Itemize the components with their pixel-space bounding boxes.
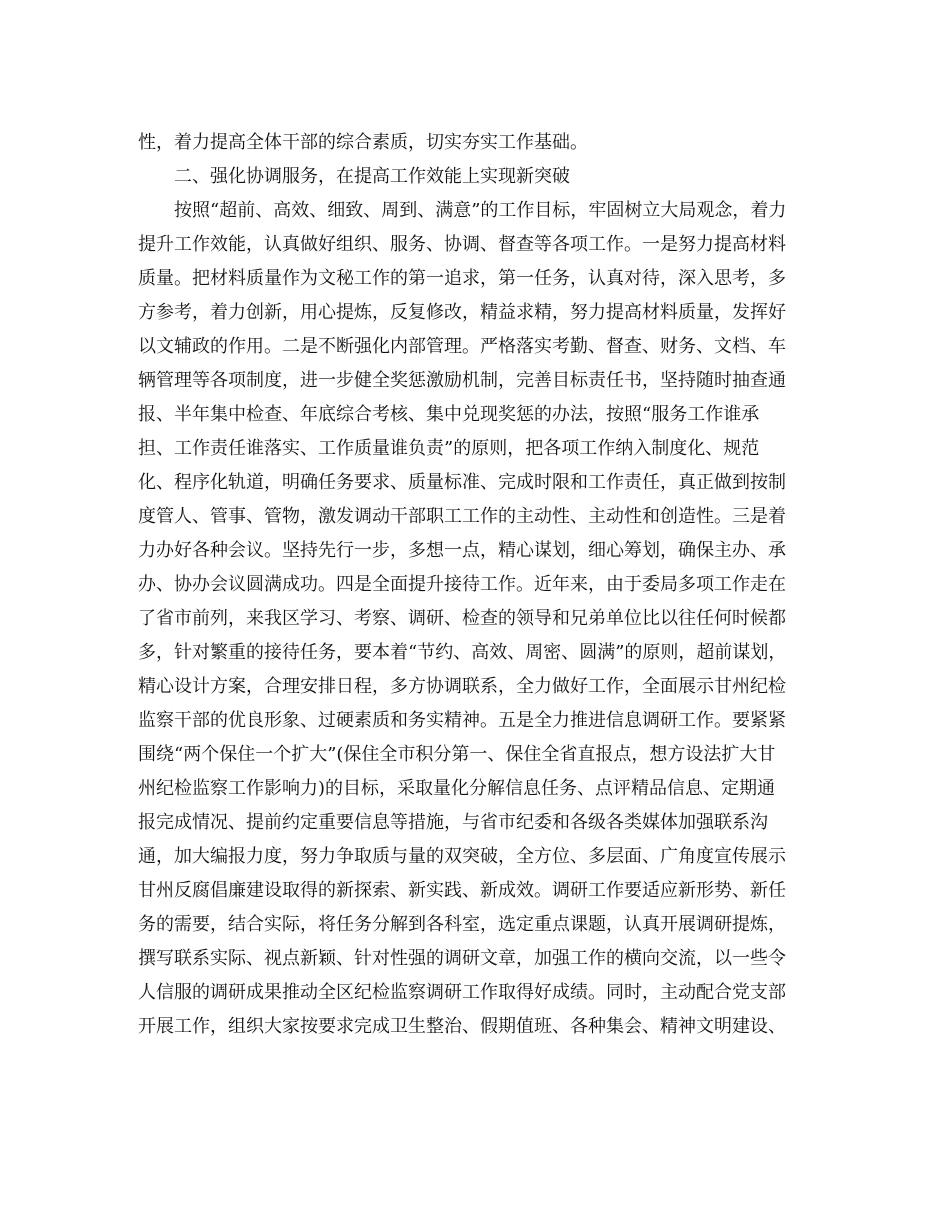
text-line: 务的需要，结合实际，将任务分解到各科室，选定重点课题，认真开展调研提炼， <box>138 914 786 935</box>
text-line: 围绕“两个保住一个扩大”(保住全市积分第一、保住全省直报点，想方设法扩大甘 <box>138 744 776 765</box>
text-line: 方参考，着力创新，用心提炼，反复修改，精益求精，努力提高材料质量，发挥好 <box>138 302 786 323</box>
text-line: 通，加大编报力度，努力争取质与量的双突破，全方位、多层面、广角度宣传展示 <box>138 846 786 867</box>
text-line: 辆管理等各项制度，进一步健全奖惩激励机制，完善目标责任书，坚持随时抽查通 <box>138 370 786 391</box>
text-line: 人信服的调研成果推动全区纪检监察调研工作取得好成绩。同时，主动配合党支部 <box>138 982 786 1003</box>
text-line: 按照“超前、高效、细致、周到、满意”的工作目标，牢固树立大局观念，着力 <box>174 200 787 221</box>
text-line: 精心设计方案，合理安排日程，多方协调联系，全力做好工作，全面展示甘州纪检 <box>138 676 786 697</box>
text-line: 报完成情况、提前约定重要信息等措施，与省市纪委和各级各类媒体加强联系沟 <box>138 812 768 833</box>
text-line: 性，着力提高全体干部的综合素质，切实夯实工作基础。 <box>138 132 588 153</box>
section-heading: 二、强化协调服务，在提高工作效能上实现新突破 <box>174 166 570 187</box>
text-line: 州纪检监察工作影响力)的目标，采取量化分解信息任务、点评精品信息、定期通 <box>138 778 776 799</box>
text-line: 度管人、管事、管物，激发调动干部职工工作的主动性、主动性和创造性。三是着 <box>138 506 786 527</box>
text-line: 了省市前列，来我区学习、考察、调研、检查的领导和兄弟单位比以往任何时候都 <box>138 608 786 629</box>
text-line: 以文辅政的作用。二是不断强化内部管理。严格落实考勤、督查、财务、文档、车 <box>138 336 786 357</box>
text-line: 多，针对繁重的接待任务，要本着“节约、高效、周密、圆满”的原则，超前谋划， <box>138 642 787 663</box>
text-line: 提升工作效能，认真做好组织、服务、协调、督查等各项工作。一是努力提高材料 <box>138 234 786 255</box>
text-line: 撰写联系实际、视点新颖、针对性强的调研文章，加强工作的横向交流，以一些令 <box>138 948 786 969</box>
text-line: 办、协办会议圆满成功。四是全面提升接待工作。近年来，由于委局多项工作走在 <box>138 574 786 595</box>
text-line: 力办好各种会议。坚持先行一步，多想一点，精心谋划，细心筹划，确保主办、承 <box>138 540 786 561</box>
body-text <box>138 126 818 1044</box>
text-line: 担、工作责任谁落实、工作质量谁负责”的原则，把各项工作纳入制度化、规范 <box>138 438 760 459</box>
text-line: 报、半年集中检查、年底综合考核、集中兑现奖惩的办法，按照“服务工作谁承 <box>138 404 760 425</box>
text-line: 甘州反腐倡廉建设取得的新探索、新实践、新成效。调研工作要适应新形势、新任 <box>138 880 786 901</box>
text-line: 开展工作，组织大家按要求完成卫生整治、假期值班、各种集会、精神文明建设、 <box>138 1016 786 1037</box>
text-line: 质量。把材料质量作为文秘工作的第一追求，第一任务，认真对待，深入思考，多 <box>138 268 786 289</box>
text-line: 监察干部的优良形象、过硬素质和务实精神。五是全力推进信息调研工作。要紧紧 <box>138 710 786 731</box>
text-line: 化、程序化轨道，明确任务要求、质量标准、完成时限和工作责任，真正做到按制 <box>138 472 786 493</box>
